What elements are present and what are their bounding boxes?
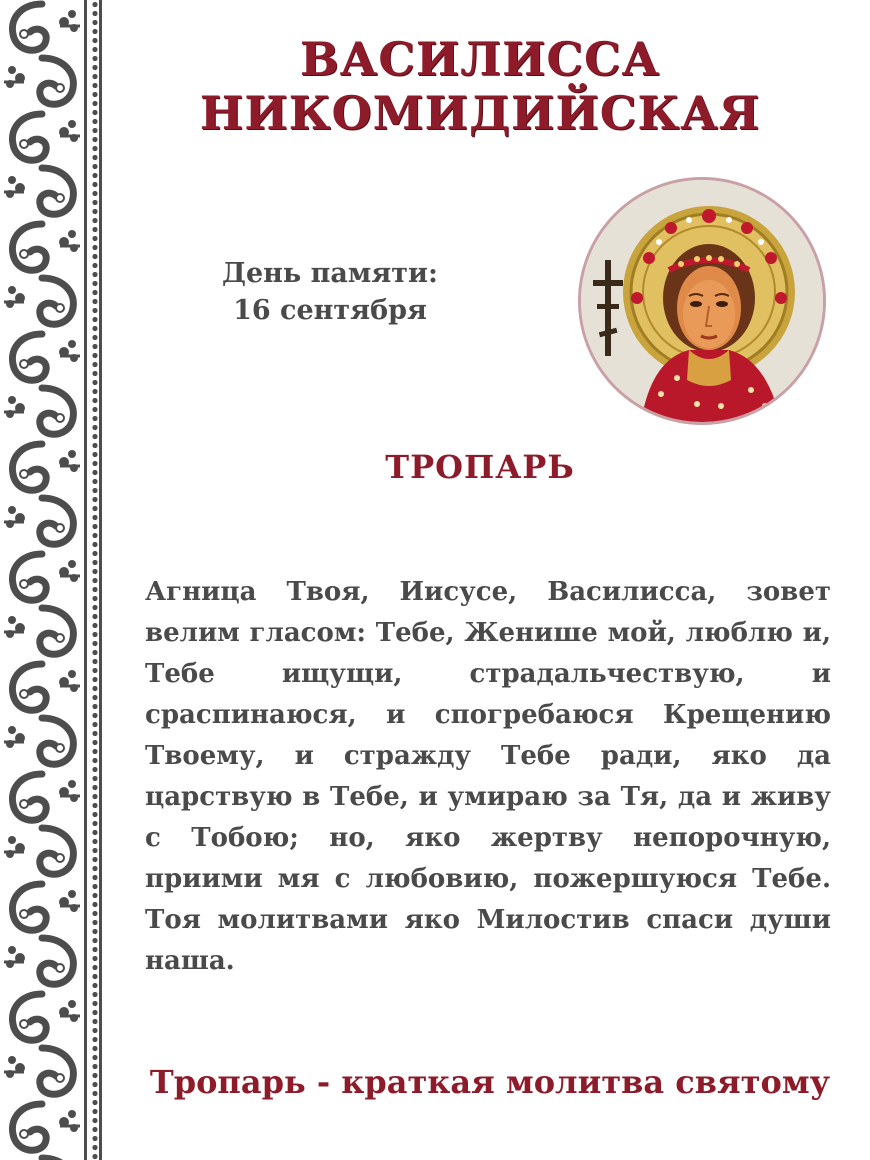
title-line-2: НИКОМИДИЙСКАЯ: [199, 86, 761, 140]
memory-day: [200, 255, 460, 329]
footer-note: Тропарь - краткая молитва святому: [149, 1063, 831, 1101]
memory-label: День памяти:: [221, 258, 439, 289]
saint-icon-image: [578, 177, 826, 425]
page-title: [150, 32, 810, 140]
ornamental-border: [0, 0, 104, 1160]
prayer-text: Агница Твоя, Иисусе, Василисса, зовет велим гласом: Тебе, Женише мой, люблю и, Тебе ищущи, страдальчествую, и сраспинаюся, и спогребаюся Крещению Твоему, и стражду Тебе ради, яко да царствую в Тебе, и умираю за Тя, да и живу с Тобою; но, яко жертву непорочную, приими мя с любовию, пожершуюся Тебе. Тоя молитвами яко Милостив спаси души наша.: [145, 577, 831, 976]
title-line-1: ВАСИЛИССА: [299, 32, 661, 86]
memory-date: 16 сентября: [233, 295, 427, 326]
troparion-heading: ТРОПАРЬ: [385, 448, 575, 486]
